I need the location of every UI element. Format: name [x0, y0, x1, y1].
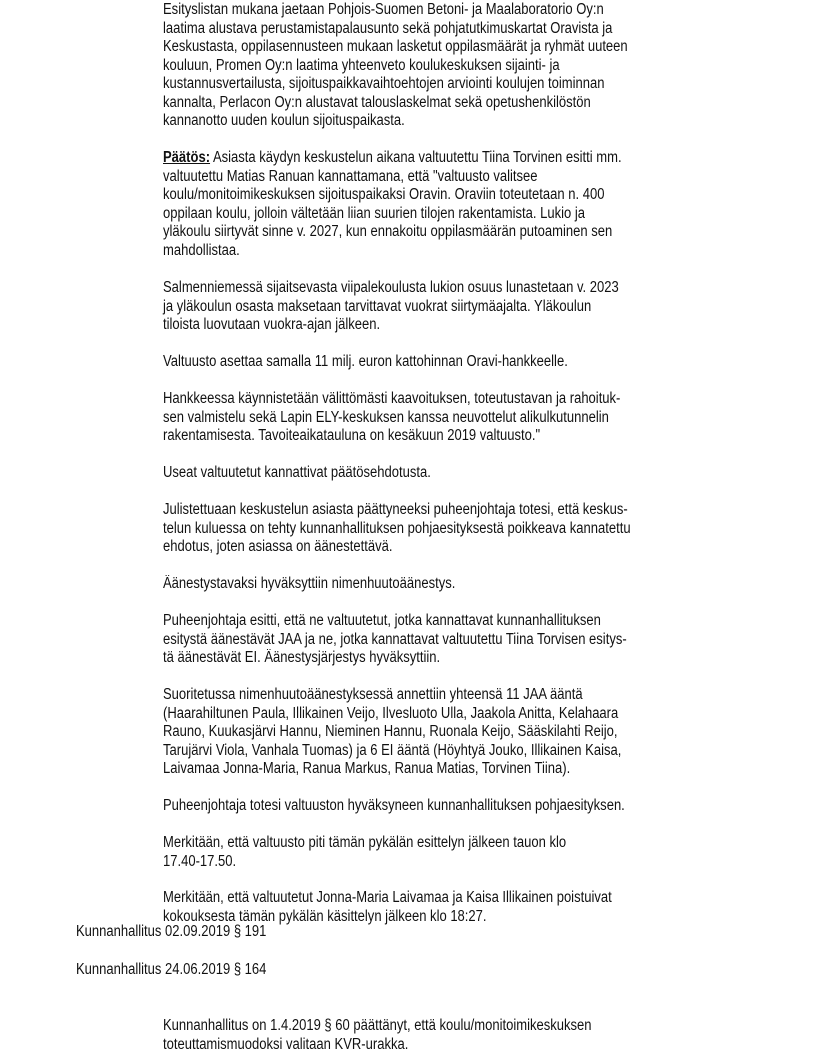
text-line: esitystä äänestävät JAA ja ne, jotka kannattavat valtuutettu Tiina Torvisen esitys-: [163, 630, 627, 648]
paragraph-vote-order: [163, 612, 715, 668]
text-line: Julistettuaan keskustelun asiasta päättyneeksi puheenjohtaja totesi, että keskus-: [163, 501, 628, 518]
paragraph-chair-statement: [163, 797, 713, 816]
text-line: ehdotus, joten asiassa on äänestettävä.: [163, 538, 393, 555]
text-span: Asiasta käydyn keskustelun aikana valtuutettu Tiina Torvinen esitti mm.: [210, 149, 622, 166]
text-line: Merkitään, että valtuutetut Jonna-Maria Laivamaa ja Kaisa Illikainen poistuivat: [163, 889, 612, 906]
paragraph-vote-result: [163, 686, 709, 779]
text-line: tä äänestävät EI. Äänestysjärjestys hyväksyttiin.: [163, 649, 441, 666]
text-line: kouluun, Promen Oy:n laatima yhteenveto koulukeskuksen sijainti- ja: [163, 56, 560, 74]
paragraph-break-note: [163, 834, 643, 871]
paragraph-decision: [163, 149, 709, 260]
text-line: kustannusvertailusta, sijoituspaikkavaihtoehtojen arviointi koulujen toiminnan: [163, 75, 605, 92]
text-line: Suoritetussa nimenhuutoäänestyksessä annettiin yhteensä 11 JAA ääntä: [163, 686, 583, 703]
text-line: valtuutettu Matias Ranuan kannattamana, että "valtuusto valitsee: [163, 167, 538, 185]
text-line: kannalta, Perlacon Oy:n alustavat talouslaskelmat sekä opetushenkilöstön: [163, 93, 591, 111]
text-line: [163, 149, 622, 168]
text-line: Keskustasta, oppilasennusteen mukaan lasketut oppilasmäärät ja ryhmät uuteen: [163, 38, 628, 55]
text-line: kannanotto uuden koulun sijoituspaikasta.: [163, 112, 405, 129]
text-line: Rauno, Kuukasjärvi Hannu, Nieminen Hannu, Ruonala Keijo, Sääskilahti Reijo,: [163, 723, 618, 740]
text-line: Useat valtuutetut kannattivat päätösehdotusta.: [163, 464, 431, 481]
text-line: Valtuusto asettaa samalla 11 milj. euron kattohinnan Oravi-hankkeelle.: [163, 353, 568, 370]
text-line: Merkitään, että valtuusto piti tämän pykälän esittelyn jälkeen tauon klo: [163, 834, 567, 851]
paragraph-kvr: [163, 1017, 673, 1054]
text-line: telun kuluessa on tehty kunnanhallituksen pohjaesityksestä poikkeava kannatettu: [163, 519, 631, 537]
paragraph-project: [163, 390, 708, 446]
text-line: Salmenniemessä sijaitsevasta viipalekoulusta lukion osuus lunastetaan v. 2023: [163, 279, 619, 296]
text-line: Puheenjohtaja esitti, että ne valtuutetut, jotka kannattavat kunnanhallituksen: [163, 612, 601, 629]
text-line: oppilaan koulu, jolloin vältetään liian suurien tilojen rakentamista. Lukio ja: [163, 204, 585, 222]
decision-label: Päätös:: [163, 149, 211, 166]
text-line: Esityslistan mukana jaetaan Pohjois-Suomen Betoni- ja Maalaboratorio Oy:n: [163, 1, 604, 18]
text-line: yläkoulu siirtyvät sinne v. 2027, kun ennakoitu oppilasmäärän putoaminen sen: [163, 223, 613, 240]
section-heading: [76, 923, 303, 942]
text-line: (Haarahiltunen Paula, Illikainen Veijo, Ilvesluoto Ulla, Jaakola Anitta, Kelahaara: [163, 704, 619, 722]
text-line: mahdollistaa.: [163, 241, 240, 259]
text-line: Puheenjohtaja totesi valtuuston hyväksyneen kunnanhallituksen pohjaesityksen.: [163, 797, 625, 814]
text-line: rakentamisesta. Tavoiteaikatauluna on kesäkuun 2019 valtuusto.": [163, 427, 541, 444]
text-line: Kunnanhallitus 02.09.2019 § 191: [76, 923, 267, 940]
text-line: Laivamaa Jonna-Maria, Ranua Markus, Ranua Matias, Torvinen Tiina).: [163, 760, 571, 777]
text-line: tiloista luovutaan vuokra-ajan jälkeen.: [163, 316, 381, 333]
paragraph-vote-method: [163, 575, 511, 594]
text-line: laatima alustava perustamistapalausunto sekä pohjatutkimuskartat Oravista ja: [163, 19, 613, 37]
text-line: sen valmistelu sekä Lapin ELY-keskuksen kanssa neuvottelut alikulkutunnelin: [163, 408, 609, 426]
paragraph-leave-note: [163, 889, 697, 926]
paragraph-support: [163, 464, 482, 483]
paragraph-price-cap: [163, 353, 645, 372]
text-line: Äänestystavaksi hyväksyttiin nimenhuutoäänestys.: [163, 575, 456, 592]
paragraph-salmenniemi: [163, 279, 706, 335]
section-heading: [76, 961, 303, 980]
text-line: Hankkeessa käynnistetään välittömästi kaavoituksen, toteutustavan ja rahoituk-: [163, 390, 621, 407]
text-line: toteuttamismuodoksi valitaan KVR-urakka.: [163, 1035, 409, 1053]
text-line: Tarujärvi Viola, Vanhala Tuomas) ja 6 EI ääntä (Höyhtyä Jouko, Illikainen Kaisa,: [163, 741, 622, 759]
text-line: kokouksesta tämän pykälän käsittelyn jälkeen klo 18:27.: [163, 907, 487, 925]
paragraph-vote-needed: [163, 501, 720, 557]
text-line: koulu/monitoimikeskuksen sijoituspaikaksi Oravin. Oraviin toteutetaan n. 400: [163, 186, 605, 203]
paragraph-attachments: [163, 1, 716, 131]
text-line: Kunnanhallitus 24.06.2019 § 164: [76, 961, 267, 978]
text-line: Kunnanhallitus on 1.4.2019 § 60 päättänyt, että koulu/monitoimikeskuksen: [163, 1017, 592, 1034]
text-line: ja yläkoulun osasta maksetaan tarvittavat vuokrat siirtymäajalta. Yläkoulun: [163, 297, 592, 315]
text-line: 17.40-17.50.: [163, 852, 237, 870]
